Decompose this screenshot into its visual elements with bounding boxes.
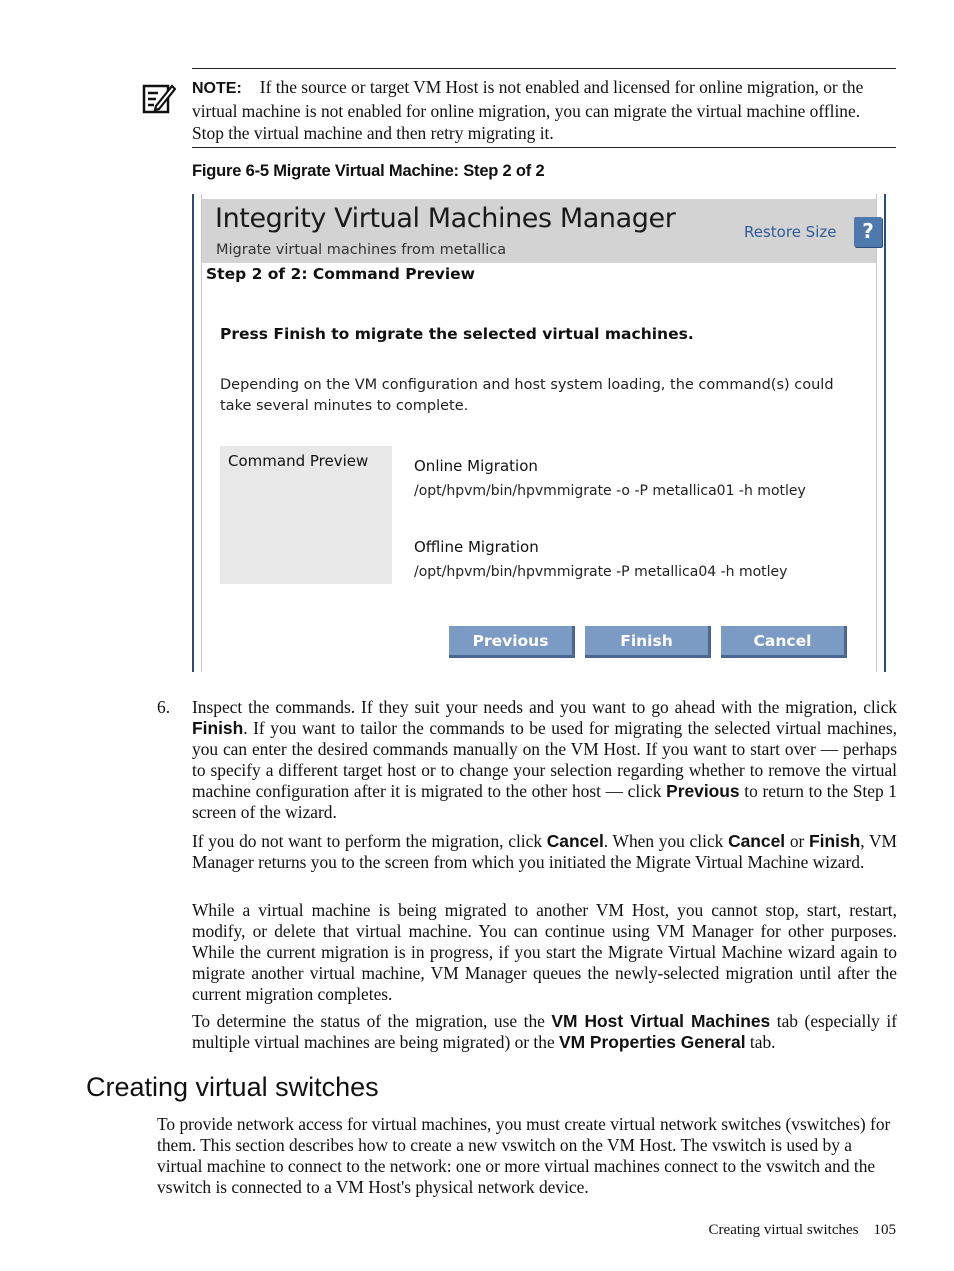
offline-migration-command: /opt/hpvm/bin/hpvmmigrate -P metallica04 -h motley	[414, 564, 788, 580]
step6-paragraph-4	[192, 1011, 897, 1053]
text-run: . If you want to tailor the commands to be used for migrating the selected virtual machines, you can enter the desired commands manually on the VM Host. If you want to start over — perhaps to specify a different target host or to change your selection regarding whether to remove the virtual machine configuration after it is migrated to the other host — click	[192, 718, 897, 801]
note-pencil-icon	[142, 80, 176, 114]
keyword-cancel: Cancel	[728, 831, 786, 851]
app-title: Integrity Virtual Machines Manager	[215, 203, 676, 234]
figure-screenshot	[192, 194, 886, 672]
step6-paragraph-3: While a virtual machine is being migrated to another VM Host, you cannot stop, start, restart, modify, or delete that virtual machine. You can continue using VM Manager for other purposes. While the current migration is in progress, if you start the Migrate Virtual Machine wizard again to migrate another virtual machine, VM Manager queues the newly-selected migration until after the current migration completes.	[192, 900, 897, 1004]
footer-title: Creating virtual switches	[708, 1222, 859, 1238]
step6-paragraph-1	[192, 697, 897, 823]
step6-paragraph-2	[192, 831, 897, 873]
text-run: If you do not want to perform the migration, click	[192, 831, 547, 851]
list-number: 6.	[157, 697, 171, 717]
offline-migration-title: Offline Migration	[414, 538, 539, 556]
text-run: to return to the Step 1 screen of the wizard.	[192, 781, 897, 822]
help-icon[interactable]: ?	[854, 217, 882, 247]
cancel-button[interactable]: Cancel	[721, 626, 847, 658]
previous-button[interactable]: Previous	[449, 626, 575, 658]
keyword-cancel: Cancel	[546, 831, 604, 851]
app-header	[202, 199, 876, 263]
keyword-finish: Finish	[809, 831, 861, 851]
online-migration-title: Online Migration	[414, 457, 538, 475]
figure-left-inner-border	[201, 194, 202, 672]
figure-right-inner-border	[876, 194, 877, 672]
text-run: tab.	[745, 1032, 776, 1052]
text-run: tab (especially if multiple virtual machines are being migrated) or the	[192, 1011, 897, 1052]
instruction-text: Press Finish to migrate the selected virtual machines.	[220, 325, 694, 343]
note-body: If the source or target VM Host is not enabled and licensed for online migration, or the virtual machine is not enabled for online migration, you can migrate the virtual machine offline. Stop the virtual machine and then retry migrating it.	[192, 77, 864, 143]
text-run: To determine the status of the migration, use the	[192, 1011, 552, 1031]
keyword-finish: Finish	[192, 718, 244, 738]
text-run: . When you click	[603, 831, 729, 851]
app-subtitle: Migrate virtual machines from metallica	[216, 242, 507, 258]
page-number: 105	[873, 1222, 896, 1238]
online-migration-command: /opt/hpvm/bin/hpvmmigrate -o -P metallica01 -h motley	[414, 483, 806, 499]
keyword-vm-host-virtual-machines: VM Host Virtual Machines	[551, 1011, 771, 1031]
text-run: , VM Manager returns you to the screen from which you initiated the Migrate Virtual Machine wizard.	[192, 831, 898, 872]
restore-size-link[interactable]: Restore Size	[744, 223, 837, 241]
note-top-rule	[192, 68, 896, 69]
keyword-previous: Previous	[666, 781, 740, 801]
text-run: or	[785, 831, 810, 851]
note-text	[192, 76, 896, 144]
section-heading: Creating virtual switches	[86, 1072, 379, 1102]
command-preview-panel	[220, 446, 392, 584]
figure-left-border	[192, 194, 194, 672]
text-run: Inspect the commands. If they suit your needs and you want to go ahead with the migration, click	[192, 697, 897, 717]
figure-caption: Figure 6-5 Migrate Virtual Machine: Step 2 of 2	[192, 162, 545, 180]
section-paragraph: To provide network access for virtual machines, you must create virtual network switches (vswitches) for them. This section describes how to create a new vswitch on the VM Host. The vswitch is used by a virtual machine to connect to the network: one or more virtual machines connect to the vswitch and the vswitch is connected to a VM Host's physical network device.	[157, 1114, 891, 1197]
step-title: Step 2 of 2: Command Preview	[206, 265, 476, 283]
finish-button[interactable]: Finish	[585, 626, 711, 658]
keyword-vm-properties-general: VM Properties General	[559, 1032, 746, 1052]
page-footer	[709, 1222, 896, 1239]
note-bottom-rule	[192, 147, 896, 148]
info-text: Depending on the VM configuration and host system loading, the command(s) could take several minutes to complete.	[220, 377, 834, 414]
figure-right-border	[884, 194, 886, 672]
note-label: NOTE:	[192, 80, 242, 97]
command-preview-label: Command Preview	[228, 452, 369, 470]
